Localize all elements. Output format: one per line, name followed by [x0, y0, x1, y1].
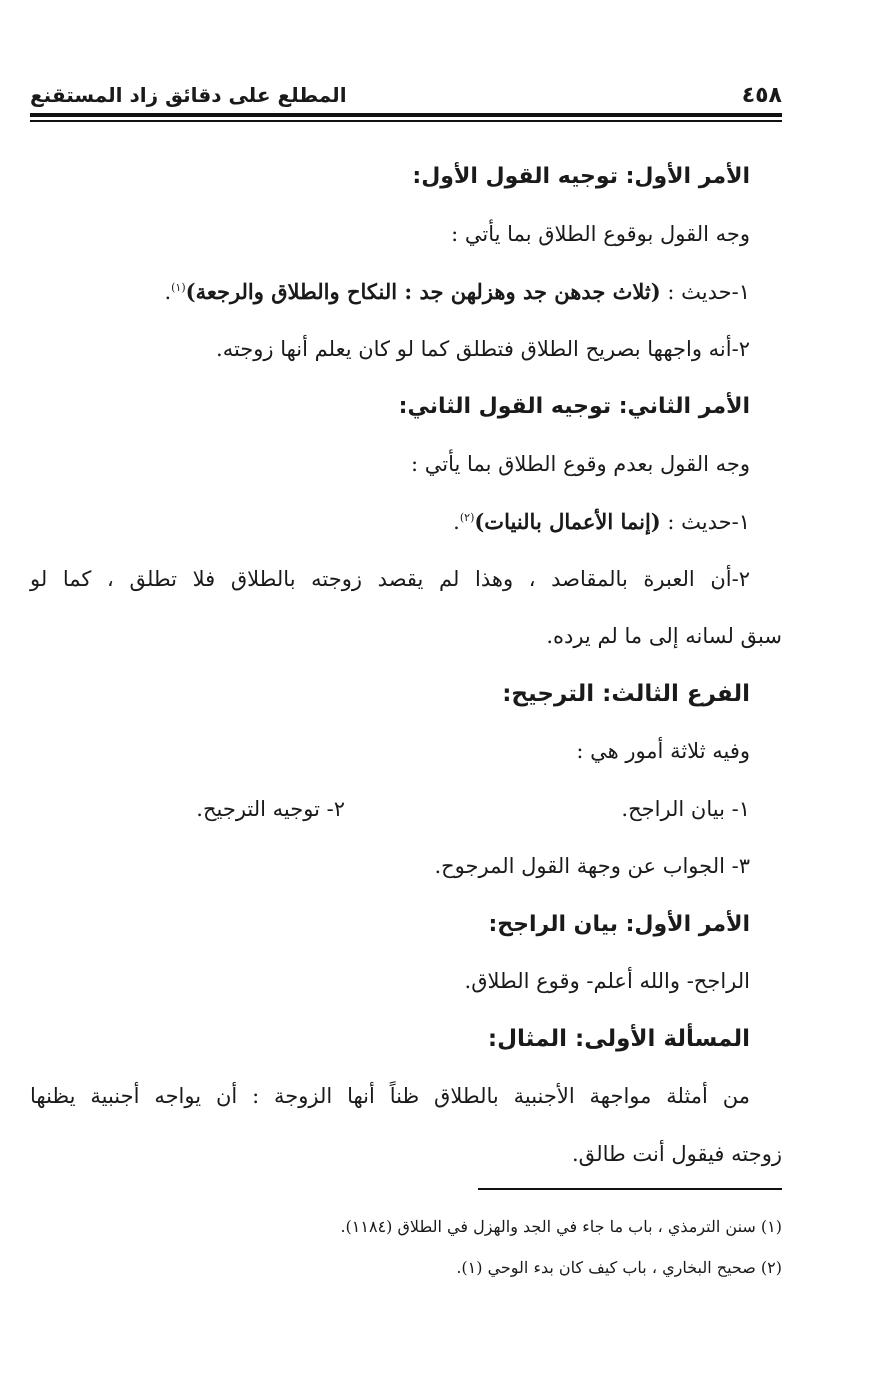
item-prefix: ١-حديث :: [660, 280, 750, 304]
item-prefix: ١-حديث :: [660, 510, 750, 534]
paragraph: وجه القول بعدم وقوع الطلاق بما يأتي :: [411, 451, 750, 476]
section-heading: الأمر الأول: بيان الراجح:: [488, 911, 750, 937]
list-item: [30, 493, 782, 551]
paragraph: الراجح- والله أعلم- وقوع الطلاق.: [464, 969, 750, 993]
list-item: [30, 263, 782, 321]
running-header: [30, 78, 782, 112]
section-heading: المسألة الأولى: المثال:: [487, 1025, 750, 1052]
footnote-ref: (٢): [459, 511, 475, 524]
list-item: ٣- الجواب عن وجهة القول المرجوح.: [434, 854, 750, 878]
two-column-list: [30, 781, 782, 839]
paragraph-continuation: زوجته فيقول أنت طالق.: [572, 1141, 782, 1166]
list-item: ٢- توجيه الترجيح.: [196, 796, 345, 821]
list-item: ٢-أنه واجهها بصريح الطلاق فتطلق كما لو كان يعلم أنها زوجته.: [216, 336, 750, 361]
section-heading: الأمر الثاني: توجيه القول الثاني:: [398, 394, 750, 419]
footnote: (١) سنن الترمذي ، باب ما جاء في الجد والهزل في الطلاق (١١٨٤).: [340, 1217, 782, 1236]
page-body: [30, 148, 782, 1183]
list-item: ١- بيان الراجح.: [621, 796, 750, 821]
paragraph: من أمثلة مواجهة الأجنبية بالطلاق ظناً أنها الزوجة : أن يواجه أجنبية يظنها: [30, 1084, 750, 1108]
paragraph: وفيه ثلاثة أمور هي :: [576, 739, 750, 763]
hadith-quote: (إنما الأعمال بالنيات): [474, 509, 661, 534]
footnote-ref: (١): [171, 281, 186, 294]
item-end: .: [164, 280, 172, 304]
hadith-quote: (ثلاث جدهن جد وهزلهن جد : النكاح والطلاق والرجعة): [185, 279, 661, 304]
item-end: .: [453, 510, 460, 534]
section-heading: الفرع الثالث: الترجيح:: [502, 680, 750, 707]
book-title: المطلع على دقائق زاد المستقنع: [30, 83, 347, 107]
page-number: ٤٥٨: [741, 82, 782, 108]
footnote-rule: [478, 1188, 782, 1190]
section-heading: الأمر الأول: توجيه القول الأول:: [412, 164, 750, 189]
header-rule-thin: [30, 120, 782, 122]
list-item-continuation: سبق لسانه إلى ما لم يرده.: [546, 624, 782, 648]
paragraph: وجه القول بوقوع الطلاق بما يأتي :: [451, 221, 750, 246]
header-rule-thick: [30, 113, 782, 117]
footnotes: [30, 1206, 782, 1288]
footnote: (٢) صحيح البخاري ، باب كيف كان بدء الوحي (١).: [456, 1258, 782, 1277]
list-item: ٢-أن العبرة بالمقاصد ، وهذا لم يقصد زوجته بالطلاق فلا تطلق ، كما لو: [30, 566, 750, 591]
